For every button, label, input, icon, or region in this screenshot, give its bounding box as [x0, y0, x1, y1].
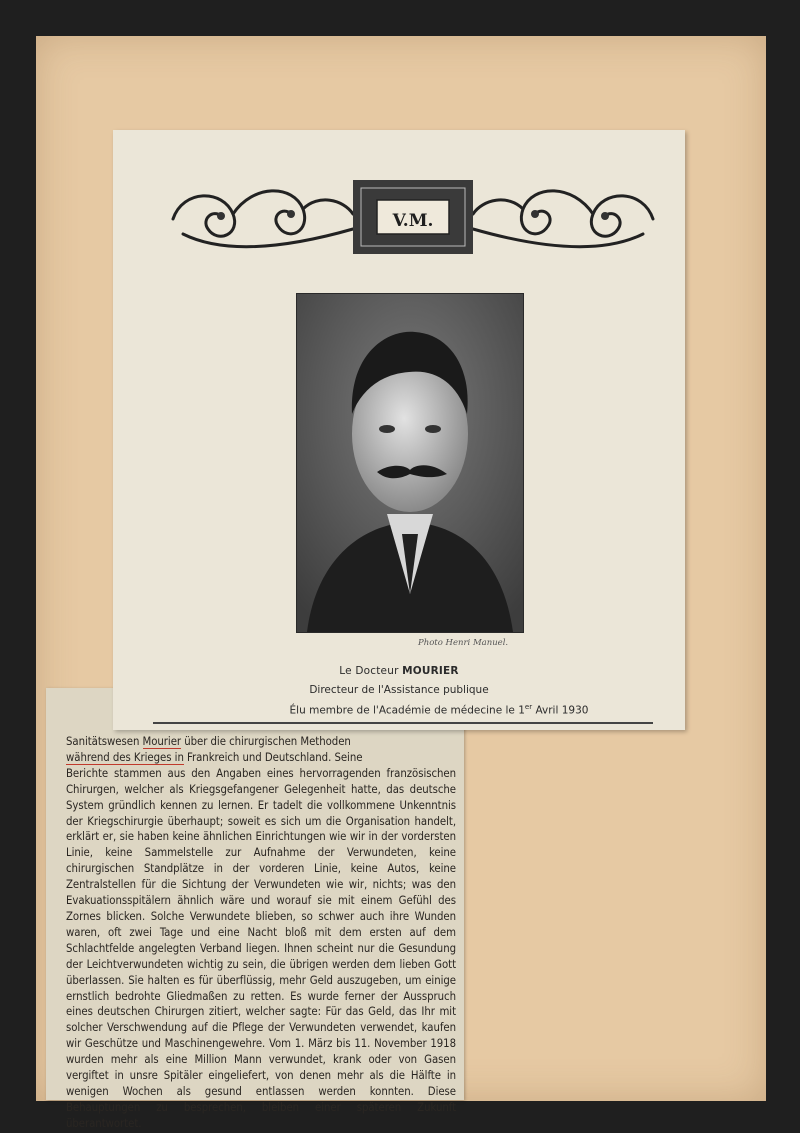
- underlined-name: Mourier: [142, 735, 182, 748]
- caption-name: [113, 665, 685, 677]
- article-clipping: [46, 688, 464, 1130]
- article-line1-start: Sanitätswesen: [66, 735, 143, 748]
- caption-honor-after: Avril 1930: [532, 704, 589, 717]
- monogram: V.M.: [392, 211, 434, 231]
- caption-title: Directeur de l'Assistance publique: [309, 684, 489, 696]
- caption-honor-sup: er: [524, 703, 533, 711]
- photo-credit: Photo Henri Manuel.: [418, 638, 509, 648]
- caption-name-prefix: Le Docteur: [339, 665, 399, 677]
- underlined-phrase: während des Krieges in: [66, 750, 184, 764]
- article-body: Berichte stammen aus den Angaben eines hervorragenden französischen Chirurgen, welcher als Kriegsgefangener Gelegenheit hatte, das deutsche System gründlich kennen zu lernen. Er tadelt die vollkommene Unkenntnis der Kriegschirurgie überhaupt; soweit es sich um die Organisation handelt, erklärt er, sie haben keine ähnlichen Einrichtungen wie wir in der vordersten Linie, keine Sammelstelle zur Aufnahme der Verwundeten, keine chirurgischen Standplätze in der vorderen Linie, keine Autos, keine Zentralstellen für die Sichtung der Verwundeten wie wir, nichts; was den Evakuationsspitälern ähnlich wäre und worauf sie mit einem Gefühl des Zornes blicken. Solche Verwundete blieben, so schwer auch ihre Wunden waren, oft zwei Tage und eine Nacht bloß mit dem ersten auf dem Schlachtfelde angelegten Verband liegen. Ihnen scheint nur die Gesundung der Leichtverwundeten wichtig zu sein, die übrigen werden dem lieben Gott überlassen. Sie halten es für überflüssig, mehr Geld auszugeben, um einige ernstlich bedrohte Gliedmaßen zu retten. Es wurde ferner der Ausspruch eines deutschen Chirurgen zitiert, welcher sagte: Für das Geld, das Ihr mit solcher Verschwendung auf die Pflege der Verwundeten verwendet, kaufen wir Geschütze und Maschinengewehre. Vom 1. März bis 11. November 1918 wurden mehr als eine Million Mann verwundet, krank oder von Gasen vergiftet in unsre Spitäler eingeliefert, von denen mehr als die Hälfte in wenigen Wochen als gesund entlassen werden konnten. Diese Behauptungen zu besprechen, bleiben einer späteren Zukunft überantwortet.: [66, 766, 456, 1130]
- article-text: [66, 734, 456, 1132]
- article-line1-end: über die chirurgischen Methoden: [181, 735, 351, 748]
- portrait-photo: [296, 293, 524, 633]
- caption-honor: [113, 703, 685, 717]
- article-line2-end: Frankreich und Deutschland. Seine: [183, 750, 363, 764]
- portrait-clipping: [113, 130, 685, 730]
- caption-rule: [153, 722, 653, 724]
- caption-name-bold: MOURIER: [402, 665, 459, 677]
- portrait-image: [297, 294, 523, 632]
- caption-honor-before: Élu membre de l'Académie de médecine le 1: [289, 704, 525, 717]
